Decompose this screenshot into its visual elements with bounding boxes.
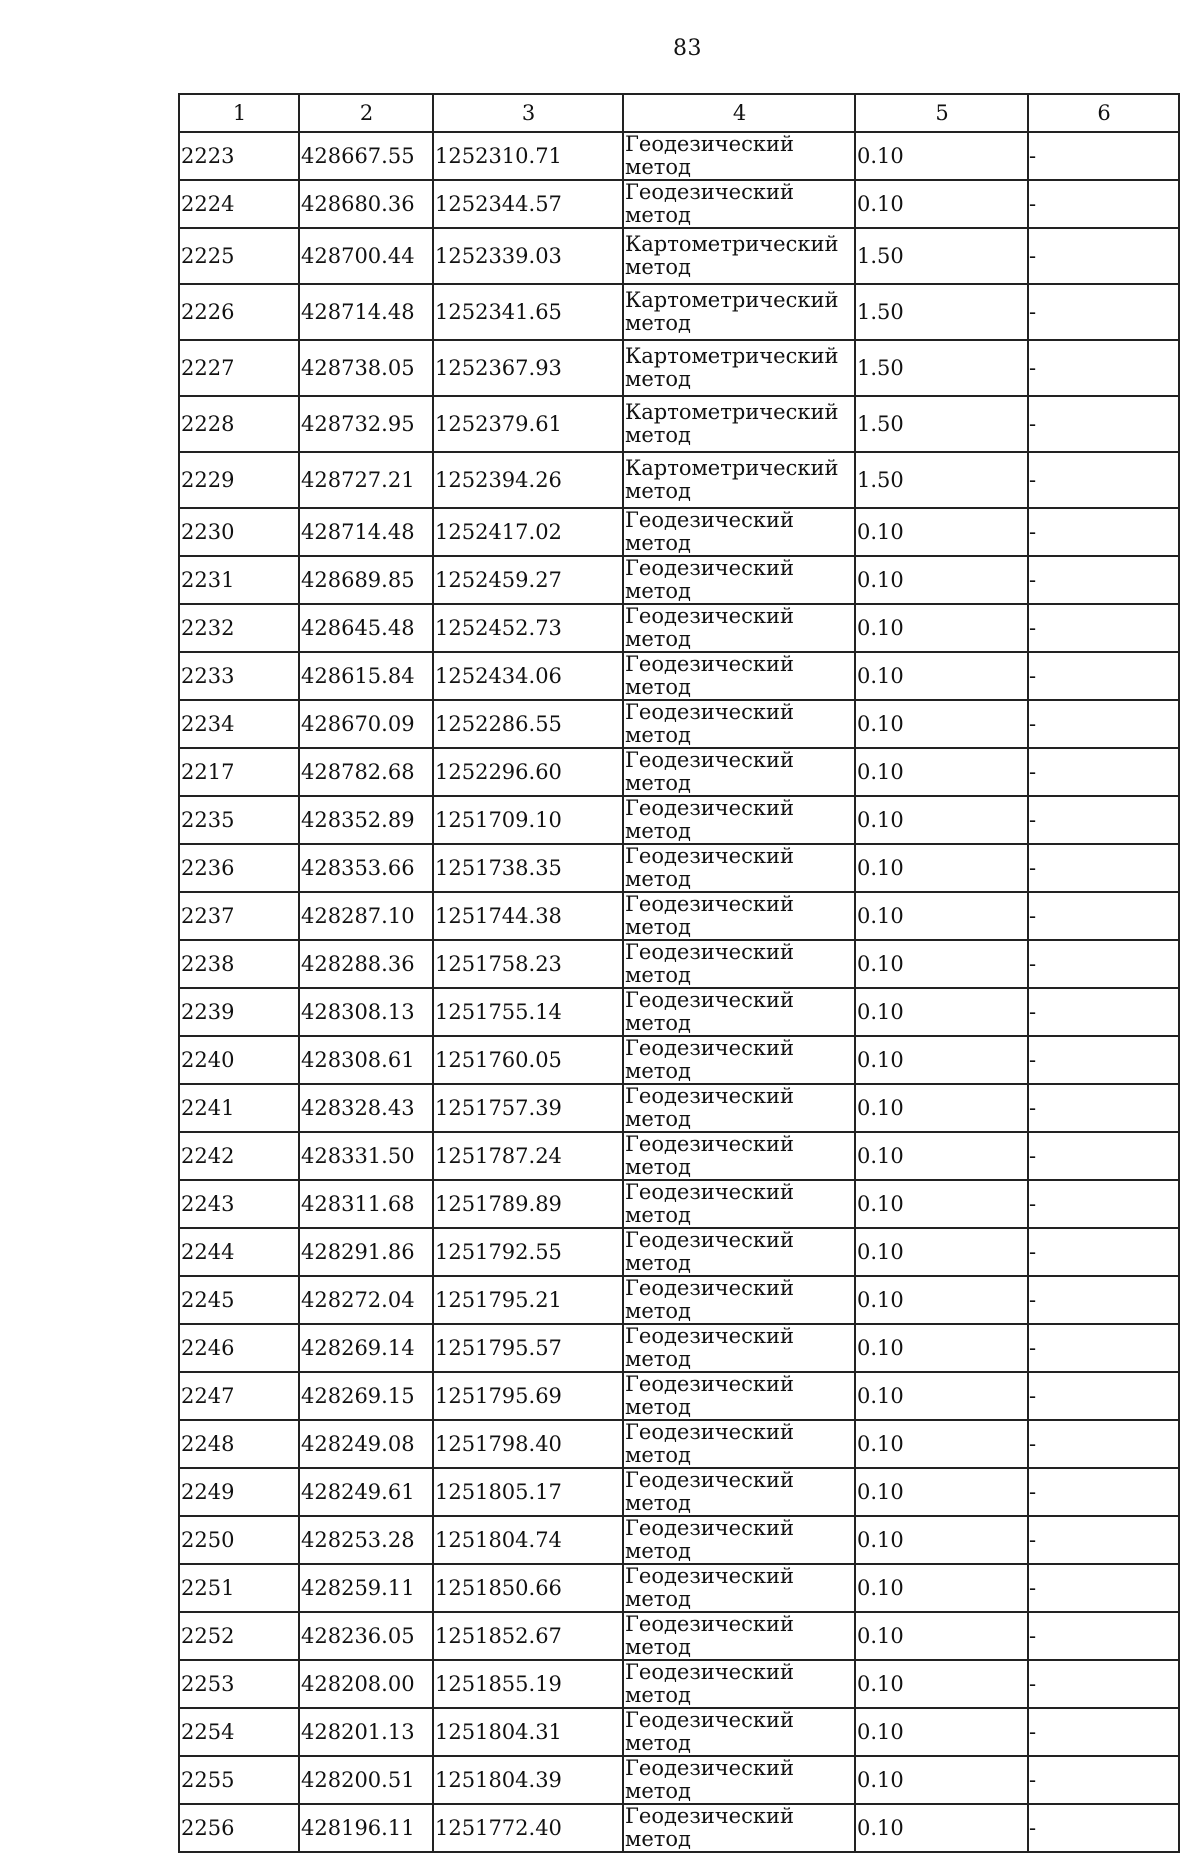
method-cell: Геодезический метод: [623, 988, 855, 1036]
table-row: [179, 652, 1179, 700]
table-row: [179, 604, 1179, 652]
y-coordinate-cell: 1251709.10: [433, 796, 623, 844]
coordinates-table-container: [178, 93, 1178, 1853]
method-cell: Геодезический метод: [623, 1180, 855, 1228]
accuracy-cell: 0.10: [855, 652, 1028, 700]
table-row: [179, 1372, 1179, 1420]
accuracy-cell: 0.10: [855, 1132, 1028, 1180]
note-cell: -: [1028, 1276, 1179, 1324]
y-coordinate-cell: 1252296.60: [433, 748, 623, 796]
note-cell: -: [1028, 340, 1179, 396]
point-number-cell: 2228: [179, 396, 299, 452]
x-coordinate-cell: 428236.05: [299, 1612, 433, 1660]
x-coordinate-cell: 428288.36: [299, 940, 433, 988]
method-cell: Геодезический метод: [623, 748, 855, 796]
y-coordinate-cell: 1251755.14: [433, 988, 623, 1036]
note-cell: -: [1028, 892, 1179, 940]
note-cell: -: [1028, 1324, 1179, 1372]
point-number-cell: 2223: [179, 132, 299, 180]
note-cell: -: [1028, 700, 1179, 748]
table-row: [179, 1564, 1179, 1612]
method-cell: Геодезический метод: [623, 1660, 855, 1708]
page-number: 83: [673, 36, 702, 61]
y-coordinate-cell: 1251804.74: [433, 1516, 623, 1564]
method-cell: Геодезический метод: [623, 508, 855, 556]
x-coordinate-cell: 428201.13: [299, 1708, 433, 1756]
x-coordinate-cell: 428311.68: [299, 1180, 433, 1228]
table-row: [179, 132, 1179, 180]
y-coordinate-cell: 1251795.69: [433, 1372, 623, 1420]
x-coordinate-cell: 428353.66: [299, 844, 433, 892]
header-col-2: 2: [299, 94, 433, 132]
y-coordinate-cell: 1251757.39: [433, 1084, 623, 1132]
method-cell: Геодезический метод: [623, 1612, 855, 1660]
table-row: [179, 1420, 1179, 1468]
accuracy-cell: 0.10: [855, 1660, 1028, 1708]
note-cell: -: [1028, 604, 1179, 652]
point-number-cell: 2236: [179, 844, 299, 892]
y-coordinate-cell: 1252344.57: [433, 180, 623, 228]
accuracy-cell: 0.10: [855, 1036, 1028, 1084]
accuracy-cell: 0.10: [855, 940, 1028, 988]
table-body: [179, 132, 1179, 1852]
accuracy-cell: 1.50: [855, 228, 1028, 284]
note-cell: -: [1028, 1372, 1179, 1420]
y-coordinate-cell: 1251772.40: [433, 1804, 623, 1852]
x-coordinate-cell: 428738.05: [299, 340, 433, 396]
table-row: [179, 1324, 1179, 1372]
accuracy-cell: 0.10: [855, 1468, 1028, 1516]
accuracy-cell: 0.10: [855, 1756, 1028, 1804]
point-number-cell: 2243: [179, 1180, 299, 1228]
table-row: [179, 1228, 1179, 1276]
x-coordinate-cell: 428208.00: [299, 1660, 433, 1708]
header-col-4: 4: [623, 94, 855, 132]
method-cell: Геодезический метод: [623, 604, 855, 652]
x-coordinate-cell: 428714.48: [299, 508, 433, 556]
method-cell: Геодезический метод: [623, 1516, 855, 1564]
accuracy-cell: 0.10: [855, 1228, 1028, 1276]
method-cell: Геодезический метод: [623, 1036, 855, 1084]
point-number-cell: 2226: [179, 284, 299, 340]
x-coordinate-cell: 428331.50: [299, 1132, 433, 1180]
method-cell: Геодезический метод: [623, 1372, 855, 1420]
note-cell: -: [1028, 452, 1179, 508]
accuracy-cell: 0.10: [855, 700, 1028, 748]
accuracy-cell: 0.10: [855, 132, 1028, 180]
point-number-cell: 2224: [179, 180, 299, 228]
y-coordinate-cell: 1252310.71: [433, 132, 623, 180]
table-row: [179, 1516, 1179, 1564]
note-cell: -: [1028, 1660, 1179, 1708]
accuracy-cell: 1.50: [855, 396, 1028, 452]
note-cell: -: [1028, 1468, 1179, 1516]
x-coordinate-cell: 428269.14: [299, 1324, 433, 1372]
point-number-cell: 2231: [179, 556, 299, 604]
y-coordinate-cell: 1251792.55: [433, 1228, 623, 1276]
method-cell: Геодезический метод: [623, 1228, 855, 1276]
note-cell: -: [1028, 1516, 1179, 1564]
method-cell: Геодезический метод: [623, 1468, 855, 1516]
x-coordinate-cell: 428272.04: [299, 1276, 433, 1324]
table-row: [179, 556, 1179, 604]
note-cell: -: [1028, 284, 1179, 340]
x-coordinate-cell: 428196.11: [299, 1804, 433, 1852]
note-cell: -: [1028, 1564, 1179, 1612]
accuracy-cell: 0.10: [855, 1804, 1028, 1852]
accuracy-cell: 0.10: [855, 796, 1028, 844]
accuracy-cell: 1.50: [855, 452, 1028, 508]
table-row: [179, 1276, 1179, 1324]
y-coordinate-cell: 1251804.39: [433, 1756, 623, 1804]
y-coordinate-cell: 1252434.06: [433, 652, 623, 700]
x-coordinate-cell: 428782.68: [299, 748, 433, 796]
y-coordinate-cell: 1251852.67: [433, 1612, 623, 1660]
note-cell: -: [1028, 1756, 1179, 1804]
y-coordinate-cell: 1251795.21: [433, 1276, 623, 1324]
point-number-cell: 2241: [179, 1084, 299, 1132]
method-cell: Картометрический метод: [623, 284, 855, 340]
x-coordinate-cell: 428645.48: [299, 604, 433, 652]
x-coordinate-cell: 428689.85: [299, 556, 433, 604]
point-number-cell: 2251: [179, 1564, 299, 1612]
point-number-cell: 2227: [179, 340, 299, 396]
point-number-cell: 2242: [179, 1132, 299, 1180]
point-number-cell: 2235: [179, 796, 299, 844]
point-number-cell: 2246: [179, 1324, 299, 1372]
method-cell: Картометрический метод: [623, 396, 855, 452]
x-coordinate-cell: 428249.61: [299, 1468, 433, 1516]
accuracy-cell: 0.10: [855, 1372, 1028, 1420]
y-coordinate-cell: 1251850.66: [433, 1564, 623, 1612]
y-coordinate-cell: 1251787.24: [433, 1132, 623, 1180]
accuracy-cell: 0.10: [855, 1084, 1028, 1132]
note-cell: -: [1028, 988, 1179, 1036]
y-coordinate-cell: 1252379.61: [433, 396, 623, 452]
note-cell: -: [1028, 1804, 1179, 1852]
y-coordinate-cell: 1251744.38: [433, 892, 623, 940]
x-coordinate-cell: 428269.15: [299, 1372, 433, 1420]
note-cell: -: [1028, 1612, 1179, 1660]
y-coordinate-cell: 1252367.93: [433, 340, 623, 396]
point-number-cell: 2248: [179, 1420, 299, 1468]
y-coordinate-cell: 1251758.23: [433, 940, 623, 988]
accuracy-cell: 0.10: [855, 1276, 1028, 1324]
point-number-cell: 2256: [179, 1804, 299, 1852]
table-row: [179, 452, 1179, 508]
point-number-cell: 2249: [179, 1468, 299, 1516]
accuracy-cell: 0.10: [855, 1564, 1028, 1612]
x-coordinate-cell: 428714.48: [299, 284, 433, 340]
method-cell: Геодезический метод: [623, 1756, 855, 1804]
method-cell: Картометрический метод: [623, 452, 855, 508]
table-row: [179, 228, 1179, 284]
note-cell: -: [1028, 228, 1179, 284]
table-row: [179, 844, 1179, 892]
accuracy-cell: 0.10: [855, 1180, 1028, 1228]
x-coordinate-cell: 428259.11: [299, 1564, 433, 1612]
method-cell: Геодезический метод: [623, 1132, 855, 1180]
x-coordinate-cell: 428700.44: [299, 228, 433, 284]
y-coordinate-cell: 1251804.31: [433, 1708, 623, 1756]
accuracy-cell: 0.10: [855, 1324, 1028, 1372]
x-coordinate-cell: 428727.21: [299, 452, 433, 508]
x-coordinate-cell: 428667.55: [299, 132, 433, 180]
table-row: [179, 1132, 1179, 1180]
table-row: [179, 892, 1179, 940]
note-cell: -: [1028, 132, 1179, 180]
table-row: [179, 700, 1179, 748]
y-coordinate-cell: 1251789.89: [433, 1180, 623, 1228]
y-coordinate-cell: 1251805.17: [433, 1468, 623, 1516]
x-coordinate-cell: 428670.09: [299, 700, 433, 748]
note-cell: -: [1028, 1132, 1179, 1180]
table-row: [179, 340, 1179, 396]
accuracy-cell: 1.50: [855, 284, 1028, 340]
note-cell: -: [1028, 180, 1179, 228]
table-row: [179, 396, 1179, 452]
x-coordinate-cell: 428680.36: [299, 180, 433, 228]
accuracy-cell: 0.10: [855, 1708, 1028, 1756]
y-coordinate-cell: 1251855.19: [433, 1660, 623, 1708]
table-row: [179, 1468, 1179, 1516]
y-coordinate-cell: 1252417.02: [433, 508, 623, 556]
point-number-cell: 2238: [179, 940, 299, 988]
point-number-cell: 2240: [179, 1036, 299, 1084]
method-cell: Геодезический метод: [623, 652, 855, 700]
table-header: [179, 94, 1179, 132]
note-cell: -: [1028, 1708, 1179, 1756]
y-coordinate-cell: 1252459.27: [433, 556, 623, 604]
point-number-cell: 2250: [179, 1516, 299, 1564]
y-coordinate-cell: 1252341.65: [433, 284, 623, 340]
note-cell: -: [1028, 1228, 1179, 1276]
method-cell: Геодезический метод: [623, 1420, 855, 1468]
coordinates-table: [178, 93, 1180, 1853]
method-cell: Геодезический метод: [623, 1276, 855, 1324]
table-row: [179, 508, 1179, 556]
y-coordinate-cell: 1252452.73: [433, 604, 623, 652]
point-number-cell: 2255: [179, 1756, 299, 1804]
note-cell: -: [1028, 1084, 1179, 1132]
accuracy-cell: 0.10: [855, 180, 1028, 228]
note-cell: -: [1028, 1180, 1179, 1228]
note-cell: -: [1028, 556, 1179, 604]
point-number-cell: 2217: [179, 748, 299, 796]
y-coordinate-cell: 1252286.55: [433, 700, 623, 748]
x-coordinate-cell: 428352.89: [299, 796, 433, 844]
accuracy-cell: 0.10: [855, 1516, 1028, 1564]
y-coordinate-cell: 1252394.26: [433, 452, 623, 508]
y-coordinate-cell: 1252339.03: [433, 228, 623, 284]
accuracy-cell: 0.10: [855, 988, 1028, 1036]
header-col-5: 5: [855, 94, 1028, 132]
method-cell: Геодезический метод: [623, 892, 855, 940]
point-number-cell: 2237: [179, 892, 299, 940]
x-coordinate-cell: 428253.28: [299, 1516, 433, 1564]
table-row: [179, 1612, 1179, 1660]
point-number-cell: 2234: [179, 700, 299, 748]
y-coordinate-cell: 1251760.05: [433, 1036, 623, 1084]
method-cell: Геодезический метод: [623, 180, 855, 228]
table-row: [179, 988, 1179, 1036]
point-number-cell: 2244: [179, 1228, 299, 1276]
table-row: [179, 1756, 1179, 1804]
method-cell: Геодезический метод: [623, 1708, 855, 1756]
x-coordinate-cell: 428287.10: [299, 892, 433, 940]
accuracy-cell: 0.10: [855, 748, 1028, 796]
point-number-cell: 2245: [179, 1276, 299, 1324]
table-row: [179, 1804, 1179, 1852]
table-row: [179, 1084, 1179, 1132]
table-row: [179, 284, 1179, 340]
point-number-cell: 2252: [179, 1612, 299, 1660]
y-coordinate-cell: 1251795.57: [433, 1324, 623, 1372]
accuracy-cell: 0.10: [855, 892, 1028, 940]
point-number-cell: 2233: [179, 652, 299, 700]
point-number-cell: 2247: [179, 1372, 299, 1420]
table-row: [179, 796, 1179, 844]
accuracy-cell: 0.10: [855, 556, 1028, 604]
method-cell: Картометрический метод: [623, 340, 855, 396]
x-coordinate-cell: 428615.84: [299, 652, 433, 700]
table-row: [179, 1036, 1179, 1084]
method-cell: Геодезический метод: [623, 1084, 855, 1132]
point-number-cell: 2230: [179, 508, 299, 556]
header-col-3: 3: [433, 94, 623, 132]
method-cell: Геодезический метод: [623, 132, 855, 180]
point-number-cell: 2229: [179, 452, 299, 508]
accuracy-cell: 0.10: [855, 844, 1028, 892]
accuracy-cell: 0.10: [855, 604, 1028, 652]
note-cell: -: [1028, 748, 1179, 796]
table-row: [179, 1180, 1179, 1228]
point-number-cell: 2253: [179, 1660, 299, 1708]
note-cell: -: [1028, 652, 1179, 700]
method-cell: Геодезический метод: [623, 1804, 855, 1852]
method-cell: Геодезический метод: [623, 700, 855, 748]
x-coordinate-cell: 428328.43: [299, 1084, 433, 1132]
note-cell: -: [1028, 508, 1179, 556]
point-number-cell: 2225: [179, 228, 299, 284]
point-number-cell: 2232: [179, 604, 299, 652]
note-cell: -: [1028, 796, 1179, 844]
note-cell: -: [1028, 844, 1179, 892]
note-cell: -: [1028, 940, 1179, 988]
x-coordinate-cell: 428200.51: [299, 1756, 433, 1804]
accuracy-cell: 1.50: [855, 340, 1028, 396]
accuracy-cell: 0.10: [855, 508, 1028, 556]
header-row: [179, 94, 1179, 132]
header-col-1: 1: [179, 94, 299, 132]
x-coordinate-cell: 428732.95: [299, 396, 433, 452]
method-cell: Геодезический метод: [623, 1324, 855, 1372]
note-cell: -: [1028, 1036, 1179, 1084]
x-coordinate-cell: 428291.86: [299, 1228, 433, 1276]
table-row: [179, 748, 1179, 796]
accuracy-cell: 0.10: [855, 1420, 1028, 1468]
x-coordinate-cell: 428249.08: [299, 1420, 433, 1468]
point-number-cell: 2239: [179, 988, 299, 1036]
note-cell: -: [1028, 1420, 1179, 1468]
method-cell: Геодезический метод: [623, 940, 855, 988]
method-cell: Геодезический метод: [623, 844, 855, 892]
y-coordinate-cell: 1251738.35: [433, 844, 623, 892]
x-coordinate-cell: 428308.61: [299, 1036, 433, 1084]
note-cell: -: [1028, 396, 1179, 452]
y-coordinate-cell: 1251798.40: [433, 1420, 623, 1468]
method-cell: Геодезический метод: [623, 796, 855, 844]
method-cell: Геодезический метод: [623, 1564, 855, 1612]
x-coordinate-cell: 428308.13: [299, 988, 433, 1036]
table-row: [179, 1660, 1179, 1708]
table-row: [179, 940, 1179, 988]
point-number-cell: 2254: [179, 1708, 299, 1756]
method-cell: Картометрический метод: [623, 228, 855, 284]
method-cell: Геодезический метод: [623, 556, 855, 604]
table-row: [179, 1708, 1179, 1756]
table-row: [179, 180, 1179, 228]
header-col-6: 6: [1028, 94, 1179, 132]
accuracy-cell: 0.10: [855, 1612, 1028, 1660]
